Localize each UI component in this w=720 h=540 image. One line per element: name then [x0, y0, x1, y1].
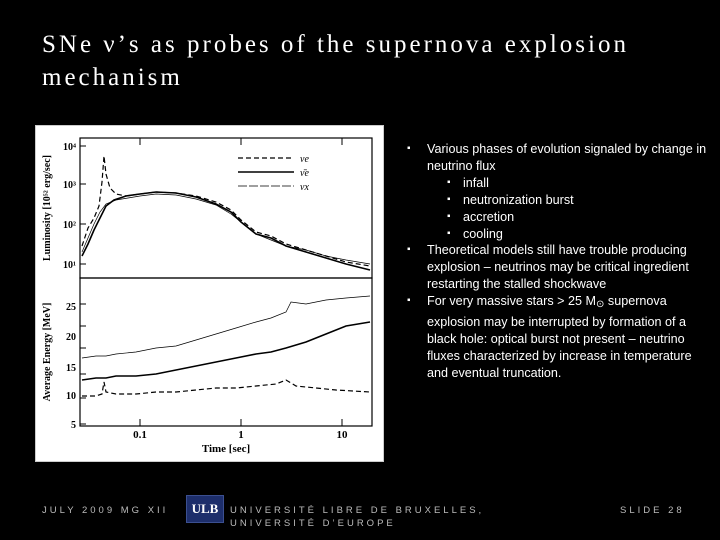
x-axis-label: Time [sec] [201, 443, 251, 455]
bullet-item [407, 293, 707, 382]
bottom-tick-label: 5 [71, 420, 76, 431]
legend-label: ν̄e [300, 168, 309, 179]
y-axis-label-bottom: Average Energy [MeV] [42, 302, 53, 402]
x-tick-label: 10 [336, 429, 348, 441]
x-tick-label: 0.1 [133, 429, 147, 441]
legend-label: νx [300, 182, 309, 193]
sub-bullet-item: ▪ accretion [447, 209, 707, 226]
x-tick-label: 1 [238, 429, 244, 441]
bottom-tick-label: 20 [66, 332, 76, 343]
bullet-list [407, 141, 707, 382]
bullet-text: For very massive stars > 25 M [427, 294, 597, 309]
bullet-item [407, 141, 707, 242]
sub-bullet-item: ▪ neutronization burst [447, 192, 707, 209]
neutrino-figure [35, 125, 384, 462]
footer-university: UNIVERSITÉ LIBRE DE BRUXELLES, UNIVERSITÉ D’EUROPE [230, 505, 485, 529]
sub-bullet-item: ▪ infall [447, 175, 707, 192]
bullet-item [407, 242, 707, 293]
slide-title: SNe ν’s as probes of the supernova explosion mechanism [42, 31, 629, 91]
y-axis-label-top: Luminosity [10⁵² erg/sec] [42, 155, 53, 261]
bottom-tick-label: 10 [66, 391, 76, 402]
bullet-text: Theoretical models still have trouble producing explosion – neutrinos may be critical ingredient restarting the stalled shockwave [427, 243, 689, 292]
bullet-text: supernova explosion may be interrupted by formation of a black hole: optical burst not present – neutrino fluxes characterized by increase in temperature and eventual truncation. [427, 294, 692, 380]
sun-symbol: ⊙ [596, 299, 605, 311]
slide-number: SLIDE 28 [620, 505, 685, 516]
legend-label: νe [300, 154, 309, 165]
top-tick-label: 10³ [63, 180, 76, 191]
top-tick-label: 10⁴ [63, 142, 76, 153]
university-logo: ULB [186, 495, 224, 523]
bullet-text: Various phases of evolution signaled by change in neutrino flux [427, 142, 707, 173]
footer-date: JULY 2009 MG XII [42, 505, 169, 516]
top-tick-label: 10¹ [63, 260, 76, 271]
sub-bullet-item: ▪ cooling [447, 226, 707, 243]
bottom-tick-label: 25 [66, 302, 76, 313]
bottom-tick-label: 15 [66, 363, 76, 374]
top-tick-label: 10² [63, 220, 76, 231]
